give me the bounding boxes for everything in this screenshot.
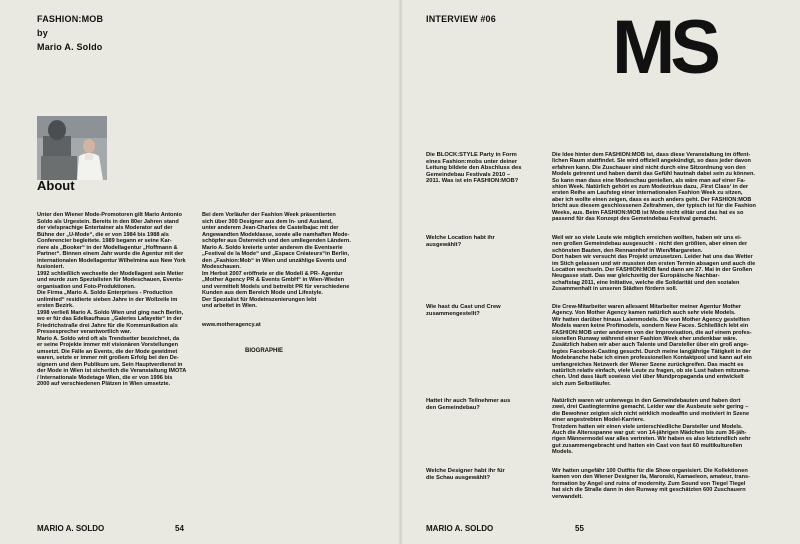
page-number-left: 54	[175, 524, 184, 533]
answer-4: Natürlich waren wir unterwegs in den Gemeindebauten und haben dort zwei, drei Castingtermine gemacht. Leider war die Ausbeute sehr gering – die Bewohner zeigten sich nicht wirklich modeaffin und motiviert in Szene einer angestrebten Model-Karriere. Trotzdem hatten wir einen viele unterschiedliche Darsteller und Models. Auch die Altersspanne war gut: von 14-jährigen Mädchen bis zum 36-jäh- rigen Männermodel war alles vertreten. Wir haben es also letztendlich sehr gut zusammengebracht und hatten ein Cast von fast 60 multikulturellen Models.	[552, 398, 751, 456]
portrait-photo	[37, 116, 107, 180]
biography-label: BIOGRAPHIE	[245, 348, 284, 354]
answer-5: Wir hatten ungefähr 100 Outfits für die Show organisiert. Die Kollektionen kamen von den Wiener Designer ila, Maronski, Kamaeleon, amateur, trans- formation by Angel und ruins of modernity. Zum Sound von Tiegel Tiegel hat sich die Straße dann in den Runway mit geschätzten 600 Zuschauern verwandelt.	[552, 468, 750, 500]
agency-url[interactable]: www.motheragency.at	[202, 322, 261, 328]
answer-3: Die Crew-Mitarbeiter waren allesamt Mitarbeiter meiner Agentur Mother Agency. Von Mother Agency kamen natürlich auch sehr viele Models. Wir hatten darüber hinaus Laienmodels. Die von Mother Agency gestellten Models waren keine Profimodels, sondern New Faces. Schließlich lebt ein FASHION:MOB unter anderem von der Improvisation, die auf einem profes- sionellen Runway während einer Fashion Week eher undenkbar wäre. Zusätzlich haben wir aber auch Talente und Darsteller über ein groß ange- legtes Facebook-Casting gesucht. Durch meine langjährige Tätigkeit in der Modebranche habe ich einen professionellen Kontaktpool und kann auf ein umfangreiches Netzwerk der Wiener Szene zurückgreifen. Das macht es natürlich relativ einfach, viele Leute zu fragen, ob sie Lust haben mitzuma- chen. Und dass läuft sowieso viel über Mundpropaganda und entwickelt sich zum Selbstläufer.	[552, 304, 752, 387]
question-3: Wie hast du Cast und Crew zusammengestellt?	[426, 304, 501, 317]
author-name: Mario A. Soldo	[37, 42, 103, 52]
portrait-icon	[37, 116, 107, 180]
brand-title: FASHION:MOB	[37, 14, 104, 24]
footer-author-right: MARIO A. SOLDO	[426, 524, 494, 533]
initials-heading: MS	[612, 5, 716, 90]
interview-label: INTERVIEW #06	[426, 14, 496, 24]
footer-author-left: MARIO A. SOLDO	[37, 524, 105, 533]
by-label: by	[37, 28, 48, 38]
answer-1: Die Idee hinter dem FASHION:MOB ist, dass diese Veranstaltung im öffent- lichen Raum stattfindet. Sie wird offiziell angekündigt, so dass jeder davon erfahren kann. Die Zuschauer sind nicht durch eine Sitzordnung von den Models getrennt und haben damit das Gefühl hautnah dabei sein zu können. So kann man dass eine Modeschau genießen, als wäre man auf einer Fa- shion Week. Natürlich gehört es zum Modezirkus dazu, ‚First Class‘ in der ersten Reihe am Laufsteg einer internationalen Fashion Week zu sitzen, aber ich wollte einen zeigen, dass es auch anders geht. Der FASHION:MOB bricht aus diesem geschlossenen Zeltrahmen, der typisch ist für die Fashion Weeks, aus. Beim FASHION:MOB ist Mode nicht elitär und das hat es so passend für das Konzept des Gemeindebau Festival gemacht.	[552, 152, 756, 223]
answer-2: Weil wir so viele Leute wie möglich erreichen wollten, haben wir uns ei- nen großen Gemeindebau ausgesucht - nicht den größten, aber einen der schönsten Bauten, den Rennannhof in Wien/Margareten. Dort haben wir versucht das Projekt umzusetzen. Leider hat uns das Wetter im Stich gelassen und wir mussten den ersten Termin absagen und auch die Location wechseln. Der FASHION:MOB fand dann am 27. Mai in der Großen Neugasse statt. Das war gleichzeitig der Europäische Nachbar- schaftstag 2011, eine Initiative, welche die Solidarität und den sozialen Zusammenhalt in unseren Städten fördern soll.	[552, 235, 756, 293]
page-number-right: 55	[575, 524, 584, 533]
about-column-1: Unter den Wiener Mode-Promotoren gilt Mario Antonio Soldo als Urgestein. Bereits in den 80er Jahren stand der vielsprachige Entertainer als Moderator auf der Bühne der „U-Mode“, die er von 1984 bis 1988 als Conferencier begleitete. 1989 begann er seine Kar- riere als „Booker“ in der Modellagentur „Hoffmann & Partner“. Binnen einem Jahr wurde die Agentur mit der internationalen Modellagentur Wilhelmina aus New York fusioniert. 1992 schließlich wechselte der Modellagent sein Metier und wurde zum Spezialisten für Modeschauen, Events- organisation und Foto-Produktionen. Die Firma „Mario A. Soldo Enterprises - Production unlimited“ residierte sieben Jahre in der Wollzeile im ersten Bezirk. 1998 verließ Mario A. Soldo Wien und ging nach Berlin, wo er für das Edelkaufhaus „Galeries Lafayette“ in der Friedrichstraße drei Jahre für die Kommunikation als Pressesprecher verantwortlich war. Mario A. Soldo wird oft als Trendsetter bezeichnet, da er seine Projekte immer mit visionären Vorstellungen umsetzt. Die Fälle an Events, die der Mode gewidmet waren, setzte er immer mit großem Erfolg bei den De- signern und dem Publikum um. Sein Hauptverdienst in der Mode in Wien ist sicherlich die Veranstaltung IMOTA / Internationale Modetage Wien, die er von 1996 bis 2000 auf verschiedenen Plätzen in Wien umsetzte.	[37, 212, 187, 387]
about-heading: About	[37, 178, 75, 193]
question-1: Die BLOCK:STYLE Party in Form eines Fashion:mobs unter deiner Leitung bildete den Abschluss des Gemeindebau Festivals 2010 – 2011. Was ist ein FASHION:MOB?	[426, 152, 522, 185]
page-spine	[398, 0, 403, 544]
question-4: Hattet ihr auch Teilnehmer aus den Gemeindebau?	[426, 398, 511, 411]
question-2: Welche Location habt ihr ausgewählt?	[426, 235, 495, 248]
question-5: Welche Designer habt ihr für die Schau ausgewählt?	[426, 468, 505, 481]
about-column-2: Bei dem Vorläufer der Fashion Week präsentierten sich über 300 Designer aus dem In- und Ausland, unter anderem Jean-Charles de Castelbajac mit der Angewandten Modeklasse, sowie alle namhaften Mode- schöpfer aus Österreich und den umliegenden Ländern. Mario A. Soldo kreierte unter anderem die Eventserie „Festival de la Mode“ und „Espace Créateurs“in Berlin, den „Fashion:Mob“ in Wien und unzählige Events und Modeschauen. Im Herbst 2007 eröffnete er die Modell & PR- Agentur „Mother Agency PR & Events GmbH“ in Wien-Wieden und vermittelt Models und betreibt PR für verschiedene Kunden aus dem Bereich Mode und Lifestyle. Der Spezialist für Modeinszenierungen lebt und arbeitet in Wien.	[202, 212, 351, 309]
